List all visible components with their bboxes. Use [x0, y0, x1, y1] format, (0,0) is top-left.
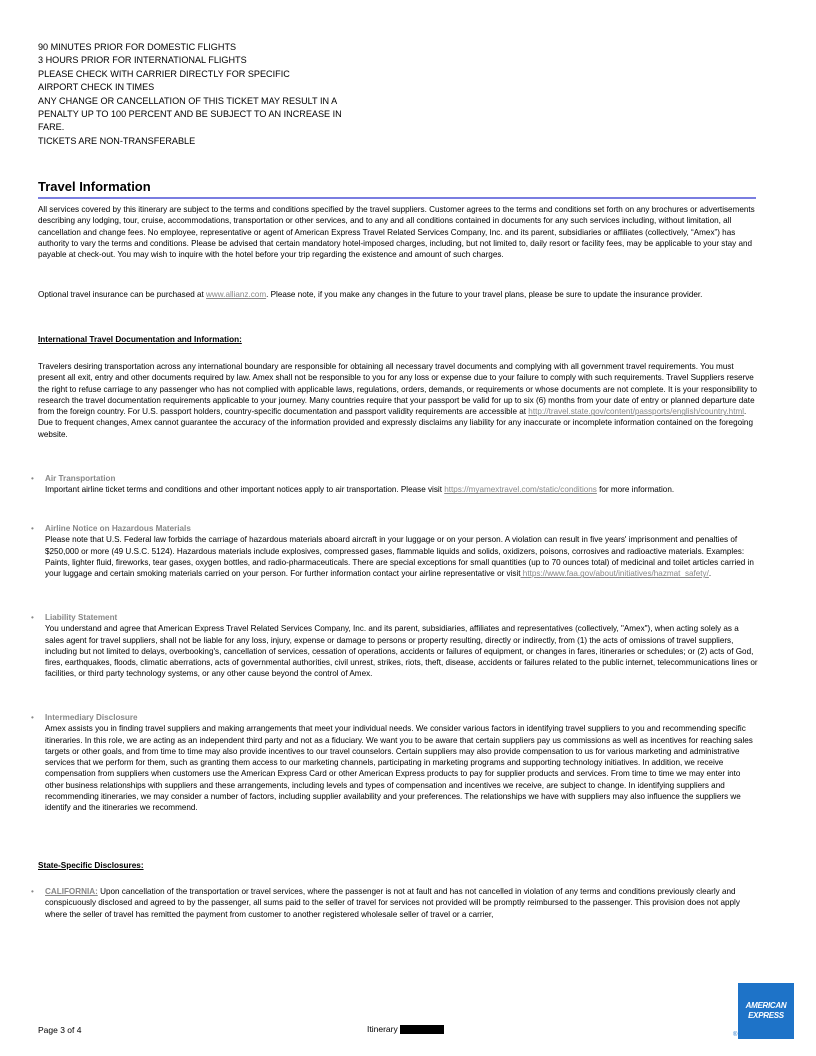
california-item — [31, 886, 758, 920]
itinerary-footer — [367, 1024, 444, 1034]
note-line: FARE. — [38, 122, 65, 133]
hazmat-item — [31, 523, 758, 579]
page-number: Page 3 of 4 — [38, 1025, 82, 1035]
note-line: 3 HOURS PRIOR FOR INTERNATIONAL FLIGHTS — [38, 55, 247, 66]
hazmat-text-cont: . — [708, 569, 712, 579]
intl-paragraph — [38, 361, 758, 440]
air-text: Important airline ticket terms and conditions and other important notices apply to air transportation. Please visit — [45, 485, 445, 495]
amex-conditions-link[interactable]: https://myamextravel.com/static/conditions — [444, 485, 597, 495]
intl-text: Travelers desiring transportation across any international boundary are responsible for obtaining all necessary travel documents and complying with all government travel requirements. You must present all exit, entry and other documents required by law. Amex shall not be responsible to you for any loss or expense due to your failure to comply with such requirements. Travel Suppliers reserve the right to refuse carriage to any passenger who has not complied with applicable laws, regulations, orders, demands, or requirements or whose documents are not complete. It is your responsibility to research the travel documentation requirements applicable to your journey. Many countries require that your passport be valid for up to six (6) months from your date of entry or planned departure date from the foreign country. For U.S. passport holders, country-specific documentation and passport validity requirements are accessible at — [38, 362, 757, 417]
california-text: Upon cancellation of the transportation or travel services, where the passenger is not at fault and has not cancelled in violation of any terms and conditions previously clearly and conspicuously disclosed and agreed to by the passenger, all sums paid to the seller of travel for services not provided will be promptly reimbursed to the passenger. This provision does not apply where the seller of travel has remitted the payment from customer to another registered wholesale seller of travel or a carrier, — [45, 887, 740, 919]
state-gov-link[interactable]: http://travel.state.gov/content/passports/english/country.html — [528, 407, 745, 417]
note-line: ANY CHANGE OR CANCELLATION OF THIS TICKET MAY RESULT IN A — [38, 95, 338, 106]
note-line: PLEASE CHECK WITH CARRIER DIRECTLY FOR SPECIFIC — [38, 68, 290, 79]
insurance-text-cont: . Please note, if you make any changes in the future to your travel plans, please be sure to update the insurance provider. — [266, 290, 703, 299]
itinerary-label: Itinerary — [367, 1024, 398, 1034]
hazmat-text: Please note that U.S. Federal law forbids the carriage of hazardous materials aboard aircraft in your luggage or on your person. A violation can result in five years' imprisonment and penalties of $250,000 or more (49 U.S.C. 5124). Hazardous materials include explosives, compressed gases, flammable liquids and solids, oxidizers, poisons, corrosives and radioactive materials. Examples: Paints, lighter fluid, fireworks, tear gases, oxygen bottles, and radio-pharmaceuticals. There are special exceptions for small quantities (up to 70 ounces total) of medicinal and toilet articles carried in your luggage and certain smoking materials carried on your person. For further information contact your airline representative or visit — [45, 535, 754, 579]
air-transportation-item — [31, 473, 758, 496]
registered-mark: ® — [733, 1032, 738, 1038]
intermediary-text: Amex assists you in finding travel suppliers and making arrangements that meet your individual needs. We consider various factors in identifying travel suppliers to you and recommending specific itineraries. In this role, we are acting as an independent third party and not as a fiduciary. We want you to be aware that certain suppliers pay us commissions as well as incentives for reaching sales targets or other goals, and from time to time may also provide incentives to our travel counselors. Certain suppliers may also provide compensation to us for various marketing and administrative services that we perform for them, such as granting them access to our marketing channels, participating in marketing programs and supporting technology initiatives. In addition, we receive compensation from suppliers when customers use the American Express Card or other American Express products to pay for supplier products and services. From time to time we may enter into other business relationships with suppliers and these arrangements, including levels and types of compensation and incentives we receive, are subject to change. In identifying suppliers and recommending itineraries, we may consider a number of factors, including supplier availability and your preferences. The relationships we have with suppliers may also influence the suppliers we identify and the itineraries we recommend. — [45, 724, 753, 813]
bullet-icon: • — [31, 474, 34, 483]
insurance-text: Optional travel insurance can be purchased at — [38, 290, 207, 299]
allianz-link[interactable]: www.allianz.com — [206, 290, 267, 299]
bullet-icon: • — [31, 524, 34, 533]
bullet-icon: • — [31, 613, 34, 622]
redacted-block — [400, 1025, 444, 1034]
bullet-icon: • — [31, 713, 34, 722]
note-line: PENALTY UP TO 100 PERCENT AND BE SUBJECT TO AN INCREASE IN — [38, 109, 342, 120]
california-link[interactable]: CALIFORNIA: — [45, 887, 98, 896]
logo-line: AMERICAN — [745, 1001, 787, 1010]
liability-text: You understand and agree that American Express Travel Related Services Company, Inc. and its parent, subsidiaries, affiliates and representatives (collectively, "Amex"), when acting solely as a sales agent for travel suppliers, shall not be liable for any loss, injury, expense or damage to persons or property resulting, directly or indirectly, from (1) the acts of omissions of travel suppliers, including but not limited to delays, overbooking's, cancellation of services, cessation of operations, accidents or failures of equipment, or changes in fares, itineraries or schedules; or (2) acts of God, fires, earthquakes, floods, climatic aberrations, acts of governmental authorities, civil unrest, strikes, riots, theft, disease, accidents or failures related to the public internet, telecommunications lines or facilities, or third party technology systems, or any other cause beyond the control of Amex. — [45, 624, 758, 679]
logo-line: EXPRESS — [748, 1011, 784, 1020]
intermediary-item — [31, 712, 758, 814]
state-heading: State-Specific Disclosures: — [38, 861, 144, 870]
air-heading: Air Transportation — [45, 474, 116, 483]
amex-logo — [738, 983, 794, 1039]
intermediary-heading: Intermediary Disclosure — [45, 713, 138, 722]
hazmat-heading: Airline Notice on Hazardous Materials — [45, 524, 191, 533]
title-divider — [38, 197, 756, 199]
terms-paragraph: All services covered by this itinerary are subject to the terms and conditions specified by the travel suppliers. Customer agrees to the terms and conditions set forth on any brochures or advertisements describing any lodging, tour, cruise, accommodations, transportation or other services, and to any and all conditions contained in documents for any such services including, without limitation, all cancellation and change fees. No employee, representative or agent of American Express Travel Related Services Company, Inc. and its parent, subsidiaries or affiliates (collectively, “Amex”) has authority to vary the terms and conditions. Please be advised that certain mandatory hotel-imposed charges, including, but not limited to, daily resort or facility fees, may be applicable to your stay and payable at check-out. You may wish to inquire with the hotel before your trip regarding the existence and amount of such charges. — [38, 205, 755, 260]
liability-item — [31, 612, 758, 680]
intl-text-cont: . Due to frequent changes, Amex cannot guarantee the accuracy of the information provided and expressly disclaims any liability for any inaccurate or incomplete information contained on the foregoing website. — [38, 407, 753, 439]
ticket-notes — [38, 41, 368, 148]
liability-heading: Liability Statement — [45, 613, 118, 622]
bullet-icon: • — [31, 887, 34, 896]
faa-link[interactable]: https://www.faa.gov/about/initiatives/hazmat_safety/ — [520, 569, 709, 579]
insurance-paragraph — [38, 289, 758, 300]
note-line: TICKETS ARE NON-TRANSFERABLE — [38, 135, 196, 146]
intl-heading: International Travel Documentation and Information: — [38, 335, 242, 344]
section-title: Travel Information — [38, 179, 151, 194]
note-line: 90 MINUTES PRIOR FOR DOMESTIC FLIGHTS — [38, 42, 237, 52]
air-text-cont: for more information. — [596, 485, 675, 495]
note-line: AIRPORT CHECK IN TIMES — [38, 82, 155, 93]
